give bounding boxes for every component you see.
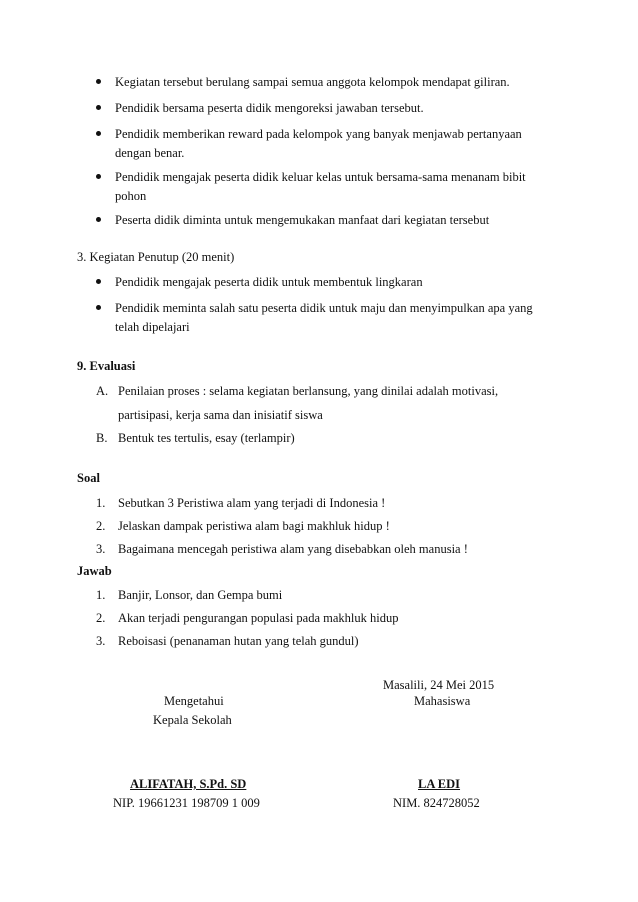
left-role-mengetahui: Mengetahui <box>164 694 224 708</box>
bullet-icon <box>96 131 101 136</box>
list-marker: 3. <box>96 542 106 556</box>
bullet-line: Kegiatan tersebut berulang sampai semua anggota kelompok mendapat giliran. <box>115 75 510 89</box>
list-text: Jelaskan dampak peristiwa alam bagi makhluk hidup ! <box>118 519 390 533</box>
bullet-line-continuation: dengan benar. <box>115 146 185 160</box>
soal-item <box>96 518 390 534</box>
list-text: Penilaian proses : selama kegiatan berlansung, yang dinilai adalah motivasi, <box>118 384 499 398</box>
bullet-line: Peserta didik diminta untuk mengemukakan manfaat dari kegiatan tersebut <box>115 213 490 227</box>
list-marker: A. <box>96 384 109 398</box>
bullet-icon <box>96 305 101 310</box>
list-marker: 2. <box>96 519 106 533</box>
jawab-item <box>96 610 398 626</box>
list-text: Bagaimana mencegah peristiwa alam yang disebabkan oleh manusia ! <box>118 542 468 556</box>
right-signer-nim: NIM. 824728052 <box>393 796 480 810</box>
bullet-line-continuation: pohon <box>115 189 147 203</box>
list-marker: 1. <box>96 496 106 510</box>
bullet-line-continuation: telah dipelajari <box>115 320 190 334</box>
place-date: Masalili, 24 Mei 2015 <box>383 678 495 692</box>
bullet-icon <box>96 217 101 222</box>
bullet-icon <box>96 174 101 179</box>
section-heading-soal: Soal <box>77 471 100 485</box>
list-text: Sebutkan 3 Peristiwa alam yang terjadi di Indonesia ! <box>118 496 386 510</box>
evaluasi-item <box>96 430 295 446</box>
list-text: Banjir, Lonsor, dan Gempa bumi <box>118 588 283 602</box>
list-marker: 3. <box>96 634 106 648</box>
bullet-icon <box>96 105 101 110</box>
section-heading-penutup: 3. Kegiatan Penutup (20 menit) <box>77 250 235 264</box>
bullet-icon <box>96 279 101 284</box>
bullet-line: Pendidik memberikan reward pada kelompok yang banyak menjawab pertanyaan <box>115 127 522 141</box>
evaluasi-item-continuation: partisipasi, kerja sama dan inisiatif siswa <box>118 408 323 422</box>
bullet-icon <box>96 79 101 84</box>
list-marker: B. <box>96 431 108 445</box>
soal-item <box>96 541 468 557</box>
right-signer-name: LA EDI <box>418 777 461 791</box>
list-marker: 2. <box>96 611 106 625</box>
left-role-kepala-sekolah: Kepala Sekolah <box>153 713 232 727</box>
right-role-mahasiswa: Mahasiswa <box>414 694 471 708</box>
soal-item <box>96 495 385 511</box>
bullet-line: Pendidik bersama peserta didik mengoreksi jawaban tersebut. <box>115 101 424 115</box>
left-signer-name: ALIFATAH, S.Pd. SD <box>130 777 247 791</box>
bullet-line: Pendidik mengajak peserta didik untuk membentuk lingkaran <box>115 275 423 289</box>
evaluasi-item <box>96 383 498 399</box>
list-text: Reboisasi (penanaman hutan yang telah gundul) <box>118 634 359 648</box>
section-heading-jawab: Jawab <box>77 564 112 578</box>
list-marker: 1. <box>96 588 106 602</box>
list-text: Bentuk tes tertulis, esay (terlampir) <box>118 431 295 445</box>
jawab-item <box>96 633 359 649</box>
bullet-line: Pendidik mengajak peserta didik keluar kelas untuk bersama-sama menanam bibit <box>115 170 526 184</box>
list-text: Akan terjadi pengurangan populasi pada makhluk hidup <box>118 611 399 625</box>
section-heading-evaluasi: 9. Evaluasi <box>77 359 136 373</box>
left-signer-nip: NIP. 19661231 198709 1 009 <box>113 796 260 810</box>
jawab-item <box>96 587 282 603</box>
bullet-line: Pendidik meminta salah satu peserta didik untuk maju dan menyimpulkan apa yang <box>115 301 533 315</box>
